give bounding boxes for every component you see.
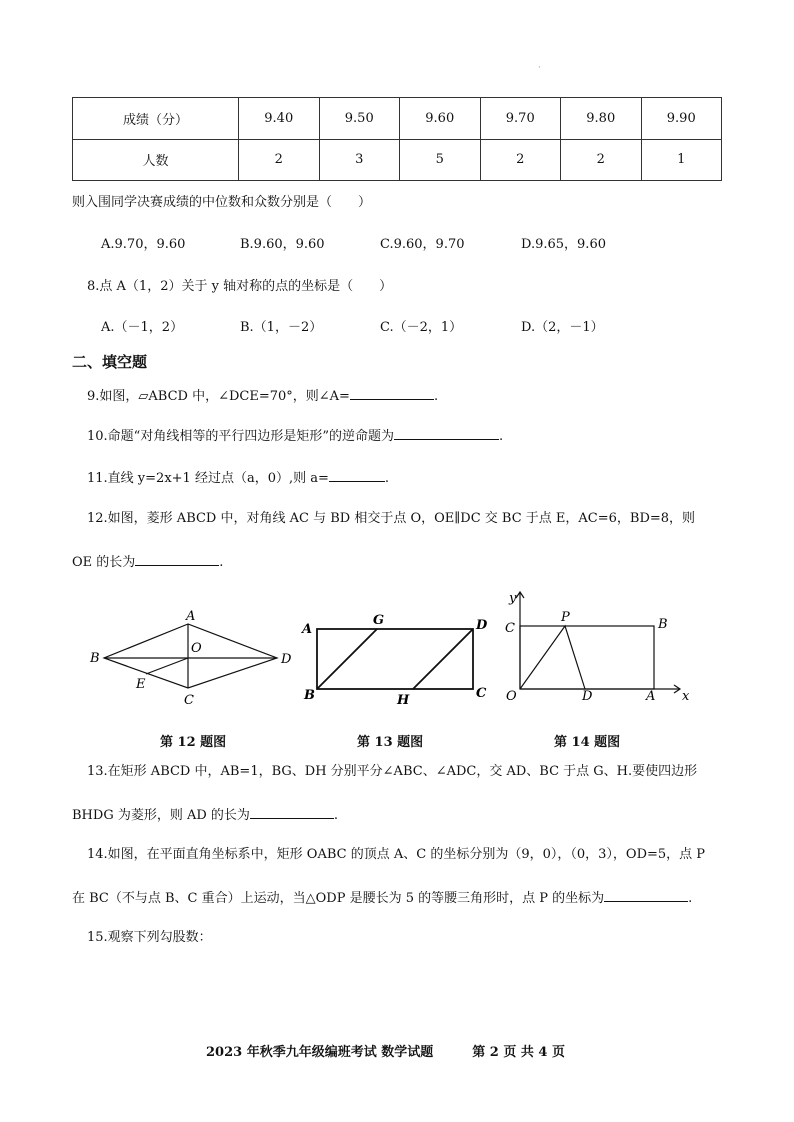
table-cell: 9.60 bbox=[400, 98, 481, 140]
figure-label: B bbox=[658, 617, 668, 632]
table-cell: 9.80 bbox=[561, 98, 642, 140]
table-row bbox=[73, 139, 722, 181]
figure-12-rhombus bbox=[104, 624, 277, 688]
table-cell: 2 bbox=[480, 139, 561, 181]
table-cell: 2 bbox=[561, 139, 642, 181]
figure-label: A bbox=[302, 622, 313, 637]
figure-label: A bbox=[186, 609, 196, 624]
page-footer: 2023 年秋季九年级编班考试 数学试题 第 2 页 共 4 页 bbox=[206, 1045, 565, 1060]
question-13-line-2 bbox=[72, 806, 338, 824]
score-table bbox=[72, 97, 722, 181]
option-c: C.（－2，1） bbox=[380, 320, 463, 335]
figure-label: C bbox=[184, 693, 194, 708]
question-12-line-1: 12.如图，菱形 ABCD 中，对角线 AC 与 BD 相交于点 O，OE∥DC 交 BC 于点 E，AC=6，BD=8，则 bbox=[87, 511, 696, 526]
question-7-stem: 则入围同学决赛成绩的中位数和众数分别是（ ） bbox=[72, 195, 372, 210]
question-text: BHDG 为菱形，则 AD 的长为 bbox=[72, 808, 250, 823]
figure-label: H bbox=[397, 693, 410, 708]
figures bbox=[80, 588, 720, 718]
option-b: B.9.60，9.60 bbox=[240, 237, 325, 252]
figure-label: C bbox=[505, 621, 515, 636]
option-d: D.9.65，9.60 bbox=[521, 237, 606, 252]
figure-label: B bbox=[90, 651, 100, 666]
figure-label: G bbox=[373, 613, 385, 628]
question-8-stem: 8.点 A（1，2）关于 y 轴对称的点的坐标是（ ） bbox=[87, 279, 393, 294]
option-a: A.（－1，2） bbox=[101, 320, 184, 335]
question-text: . bbox=[688, 891, 693, 906]
answer-blank[interactable] bbox=[329, 469, 385, 482]
table-cell: 5 bbox=[400, 139, 481, 181]
question-text: OE 的长为 bbox=[72, 555, 136, 570]
question-10 bbox=[87, 427, 503, 445]
question-text: 在 BC（不与点 B、C 重合）上运动，当△ODP 是腰长为 5 的等腰三角形时，点 P 的坐标为 bbox=[72, 891, 605, 906]
table-cell: 2 bbox=[239, 139, 320, 181]
table-cell: 9.40 bbox=[239, 98, 320, 140]
figure-label: D bbox=[281, 652, 292, 667]
question-12-line-2 bbox=[72, 553, 223, 571]
question-text: . bbox=[384, 471, 390, 486]
question-text: . bbox=[333, 808, 339, 823]
table-cell: 3 bbox=[319, 139, 400, 181]
figure-label: B bbox=[304, 688, 315, 703]
figure-13-rectangle bbox=[317, 629, 473, 689]
figure-label: O bbox=[506, 689, 517, 704]
question-text: . bbox=[219, 555, 224, 570]
option-c: C.9.60，9.70 bbox=[380, 237, 465, 252]
figure-label: C bbox=[476, 686, 487, 701]
figure-label: x bbox=[682, 689, 690, 704]
table-cell: 人数 bbox=[73, 139, 239, 181]
figure-label: E bbox=[136, 677, 146, 692]
table-row bbox=[73, 98, 722, 140]
question-14-line-2 bbox=[72, 889, 692, 907]
question-text: 11.直线 y=2x+1 经过点（a，0）,则 a= bbox=[87, 471, 329, 486]
option-a: A.9.70，9.60 bbox=[101, 237, 186, 252]
figure-caption: 第 13 题图 bbox=[357, 735, 424, 750]
figure-label: D bbox=[582, 689, 593, 704]
figure-label: A bbox=[646, 689, 656, 704]
question-9 bbox=[87, 387, 438, 405]
table-cell: 9.90 bbox=[641, 98, 722, 140]
question-13-line-1: 13.在矩形 ABCD 中，AB=1，BG、DH 分别平分∠ABC、∠ADC，交 AD、BC 于点 G、H.要使四边形 bbox=[87, 764, 698, 779]
question-text: . bbox=[433, 389, 439, 404]
question-14-line-1: 14.如图，在平面直角坐标系中，矩形 OABC 的顶点 A、C 的坐标分别为（9，0），（0，3），OD=5，点 P bbox=[87, 847, 706, 862]
table-cell: 成绩（分） bbox=[73, 98, 239, 140]
question-text: . bbox=[498, 429, 504, 444]
figure-label: y bbox=[509, 591, 517, 606]
figure-caption: 第 12 题图 bbox=[160, 735, 227, 750]
section-heading: 二、填空题 bbox=[72, 353, 148, 371]
scan-mark: · bbox=[538, 63, 541, 73]
answer-blank[interactable] bbox=[135, 553, 219, 566]
answer-blank[interactable] bbox=[604, 889, 688, 902]
figure-14-coordinate-plane bbox=[516, 592, 680, 693]
question-text: 10.命题“对角线相等的平行四边形是矩形”的逆命题为 bbox=[87, 429, 394, 444]
answer-blank[interactable] bbox=[250, 806, 334, 819]
answer-blank[interactable] bbox=[394, 427, 499, 440]
table-cell: 9.50 bbox=[319, 98, 400, 140]
figure-label: D bbox=[476, 618, 488, 633]
question-15: 15.观察下列勾股数： bbox=[87, 930, 212, 945]
option-d: D.（2，－1） bbox=[521, 320, 604, 335]
figure-label: P bbox=[561, 610, 570, 625]
table-cell: 1 bbox=[641, 139, 722, 181]
table-cell: 9.70 bbox=[480, 98, 561, 140]
question-11 bbox=[87, 469, 389, 487]
option-b: B.（1，－2） bbox=[240, 320, 323, 335]
figure-label: O bbox=[191, 641, 202, 656]
figure-caption: 第 14 题图 bbox=[554, 735, 621, 750]
question-text: 9.如图，▱ABCD 中，∠DCE=70°，则∠A= bbox=[87, 389, 350, 404]
answer-blank[interactable] bbox=[350, 387, 434, 400]
